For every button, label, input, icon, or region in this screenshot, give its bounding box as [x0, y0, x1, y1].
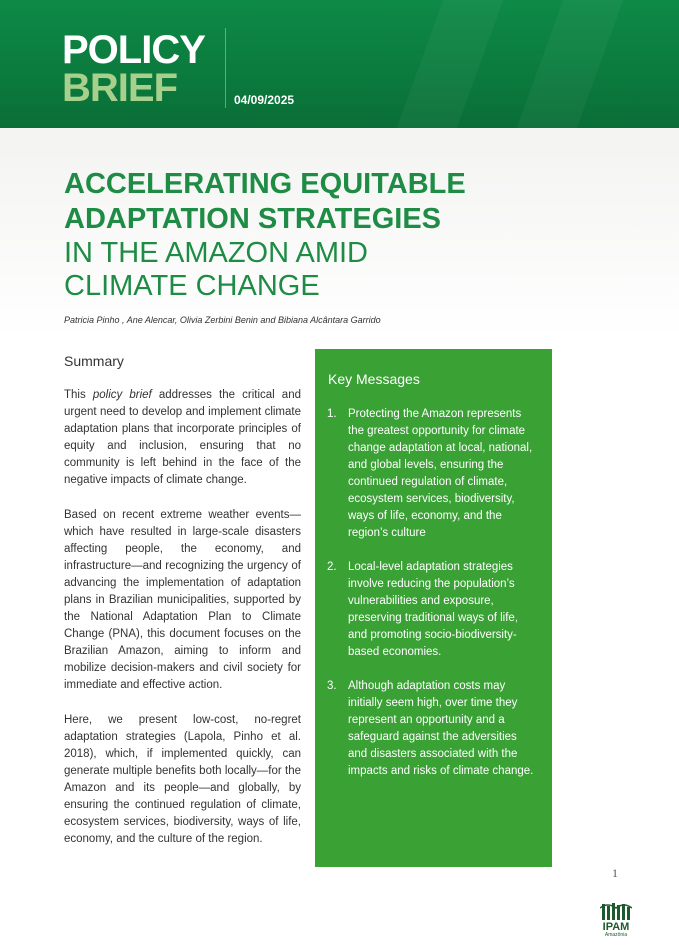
key-messages-list	[327, 406, 539, 797]
summary-heading: Summary	[64, 353, 124, 369]
header-divider	[225, 28, 226, 108]
key-message-text: Local-level adaptation strategies involve reducing the population’s vulnerabilities and exposure, preserving traditional ways of life, and promoting socio-biodiversity-based economies.	[348, 561, 519, 658]
key-message-item	[327, 678, 539, 780]
summary-paragraph-1: This policy brief addresses the critical and urgent need to develop and implement climate adaptation plans that incorporate principles of equity and inclusion, ensuring that no community is left behind in the face of the negative impacts of climate change.	[64, 389, 301, 486]
header-banner	[0, 0, 679, 128]
title-bold-line-2: ADAPTATION STRATEGIES	[64, 203, 441, 235]
key-message-text: Although adaptation costs may initially seem high, over time they represent an opportunity and a safeguard against the adversities and disasters associated with the impacts and risks of climate change.	[348, 680, 534, 777]
document-title	[64, 167, 644, 303]
key-message-number: 2.	[327, 561, 337, 573]
key-message-text: Protecting the Amazon represents the greatest opportunity for climate change adaptation at local, national, and global levels, ensuring the continued regulation of climate, ecosystem services, biodiversity, ways of life, economy, and the region’s culture	[348, 408, 533, 539]
title-bold-line-1: ACCELERATING EQUITABLE	[64, 168, 466, 200]
page-number: 1	[612, 866, 618, 880]
logo-wordmark: IPAM	[602, 921, 630, 933]
title-light-line-1: IN THE AMAZON AMID	[64, 237, 369, 269]
brand-policy: POLICY	[62, 28, 205, 72]
summary-body	[64, 387, 301, 866]
publication-date: 04/09/2025	[234, 93, 295, 107]
title-light-line-2: CLIMATE CHANGE	[64, 270, 320, 302]
key-message-item	[327, 406, 539, 542]
decorative-stripe	[517, 0, 624, 128]
key-message-number: 1.	[327, 408, 337, 420]
decorative-stripe	[397, 0, 504, 128]
logo-subtitle: Amazônia	[604, 932, 628, 938]
authors: Patricia Pinho , Ane Alencar, Olivia Zerbini Benin and Bibiana Alcântara Garrido	[64, 315, 381, 325]
brand-brief: BRIEF	[62, 66, 177, 110]
summary-paragraph-3: Here, we present low-cost, no-regret adaptation strategies (Lapola, Pinho et al. 2018), which, if implemented quickly, can generate multiple benefits both locally—for the Amazon and its people—and globally, by ensuring the continued regulation of climate, ecosystem services, biodiversity, ways of life, economy, and the culture of the region.	[64, 714, 301, 845]
key-message-item	[327, 559, 539, 661]
key-message-number: 3.	[327, 680, 337, 692]
key-messages-box	[315, 349, 552, 867]
summary-paragraph-2: Based on recent extreme weather events—which have resulted in large-scale disasters affecting people, the economy, and infrastructure—and recognizing the urgency of advancing the implementation of adaptation plans in Brazilian municipalities, supported by the National Adaptation Plan to Climate Change (PNA), this document focuses on the Brazilian Amazon, aiming to inform and mobilize decision-makers and civil society for immediate and effective action.	[64, 509, 301, 691]
key-messages-heading: Key Messages	[328, 371, 420, 387]
policy-brief-emphasis: policy brief	[92, 389, 152, 401]
